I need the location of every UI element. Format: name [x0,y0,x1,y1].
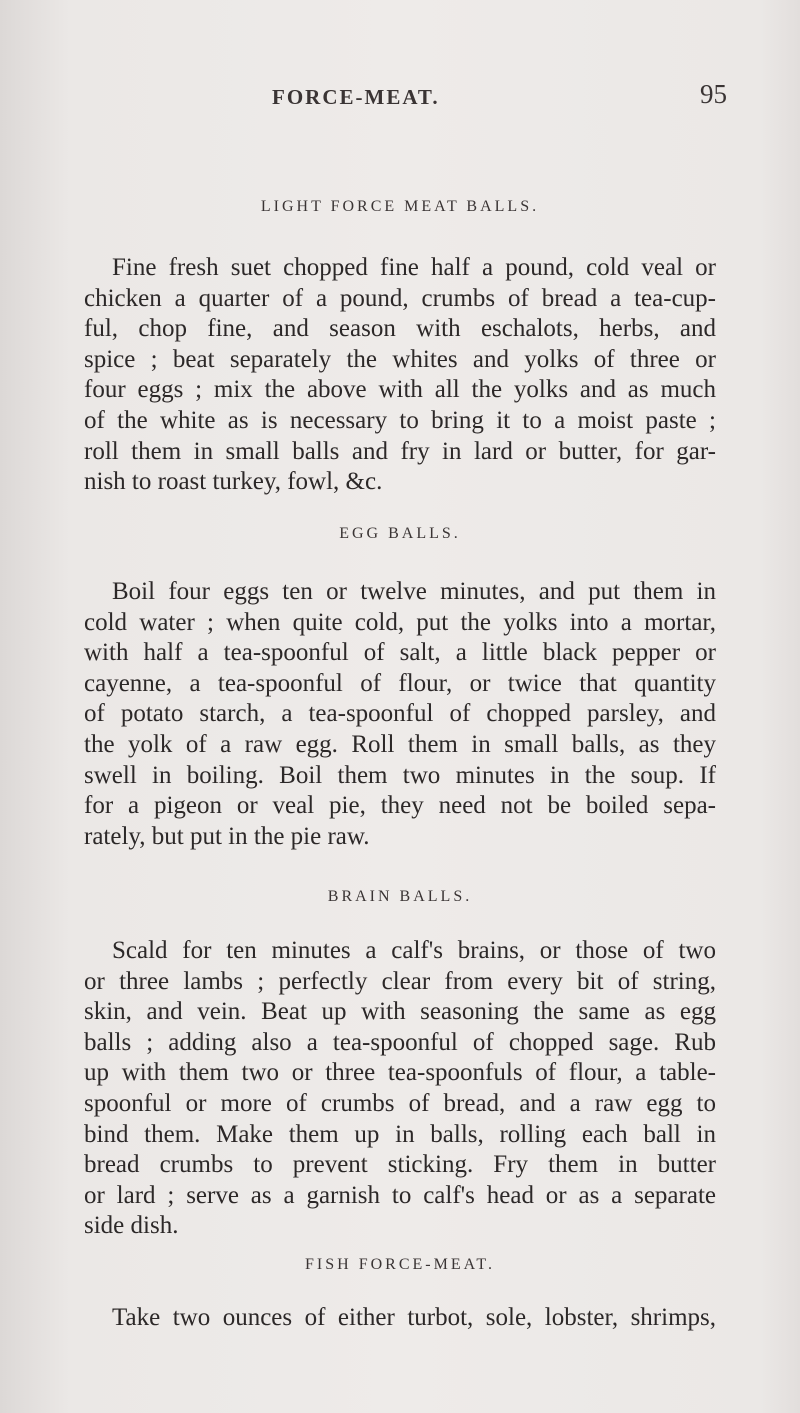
text-line: Take two ounces of either turbot, sole, lobster, shrimps, [112,1304,716,1331]
text-line: the yolk of a raw egg. Roll them in small balls, as they [84,730,716,758]
text-line: chicken a quarter of a pound, crumbs of bread a tea-cup- [84,284,716,312]
text-line: rately, but put in the pie raw. [84,822,370,850]
running-head [0,79,800,115]
paragraph-egg-balls [84,577,716,852]
text-line: of potato starch, a tea-spoonful of chopped parsley, and [84,700,716,728]
text-line: for a pigeon or veal pie, they need not be boiled sepa- [84,792,716,820]
text-line: or three lambs ; perfectly clear from every bit of string, [84,967,716,995]
text-line: of the white as is necessary to bring it to a moist paste ; [84,406,716,434]
text-line: Fine fresh suet chopped fine half a pound, cold veal or [112,254,716,281]
text-line: spoonful or more of crumbs of bread, and a raw egg to [84,1089,716,1117]
running-title: FORCE-MEAT. [272,85,440,109]
text-line: swell in boiling. Boil them two minutes in the soup. If [84,761,716,789]
text-line: cayenne, a tea-spoonful of flour, or twice that quantity [84,669,716,697]
text-line: ful, chop fine, and season with eschalots, herbs, and [84,315,716,343]
text-line: bind them. Make them up in balls, rolling each ball in [84,1120,716,1148]
text-line: side dish. [84,1212,179,1240]
text-line: or lard ; serve as a garnish to calf's head or as a separate [84,1181,716,1209]
text-line: up with them two or three tea-spoonfuls of flour, a table- [84,1059,716,1087]
paragraph-fish-force-meat [84,1303,716,1334]
text-line: spice ; beat separately the whites and yolks of three or [84,345,716,373]
section-heading-brain-balls: BRAIN BALLS. [327,888,473,905]
paragraph-brain-balls [84,936,716,1242]
text-line: four eggs ; mix the above with all the yolks and as much [84,376,716,404]
page-number: 95 [700,79,727,109]
section-heading-fish-force-meat: FISH FORCE-MEAT. [305,1256,495,1273]
text-line: Boil four eggs ten or twelve minutes, and put them in [112,578,716,605]
text-line: Scald for ten minutes a calf's brains, or those of two [112,937,716,964]
text-line: cold water ; when quite cold, put the yolks into a mortar, [84,608,716,636]
text-line: bread crumbs to prevent sticking. Fry them in butter [84,1151,716,1179]
text-line: balls ; adding also a tea-spoonful of chopped sage. Rub [84,1028,716,1056]
text-line: nish to roast turkey, fowl, &c. [84,468,383,496]
text-line: with half a tea-spoonful of salt, a little black pepper or [84,639,716,667]
section-heading-egg-balls: EGG BALLS. [339,525,461,542]
text-line: skin, and vein. Beat up with seasoning the same as egg [84,998,716,1026]
section-heading-light-force-meat-balls: LIGHT FORCE MEAT BALLS. [260,198,540,215]
text-line: roll them in small balls and fry in lard or butter, for gar- [84,437,716,465]
paragraph-light-force-meat-balls [84,253,716,498]
